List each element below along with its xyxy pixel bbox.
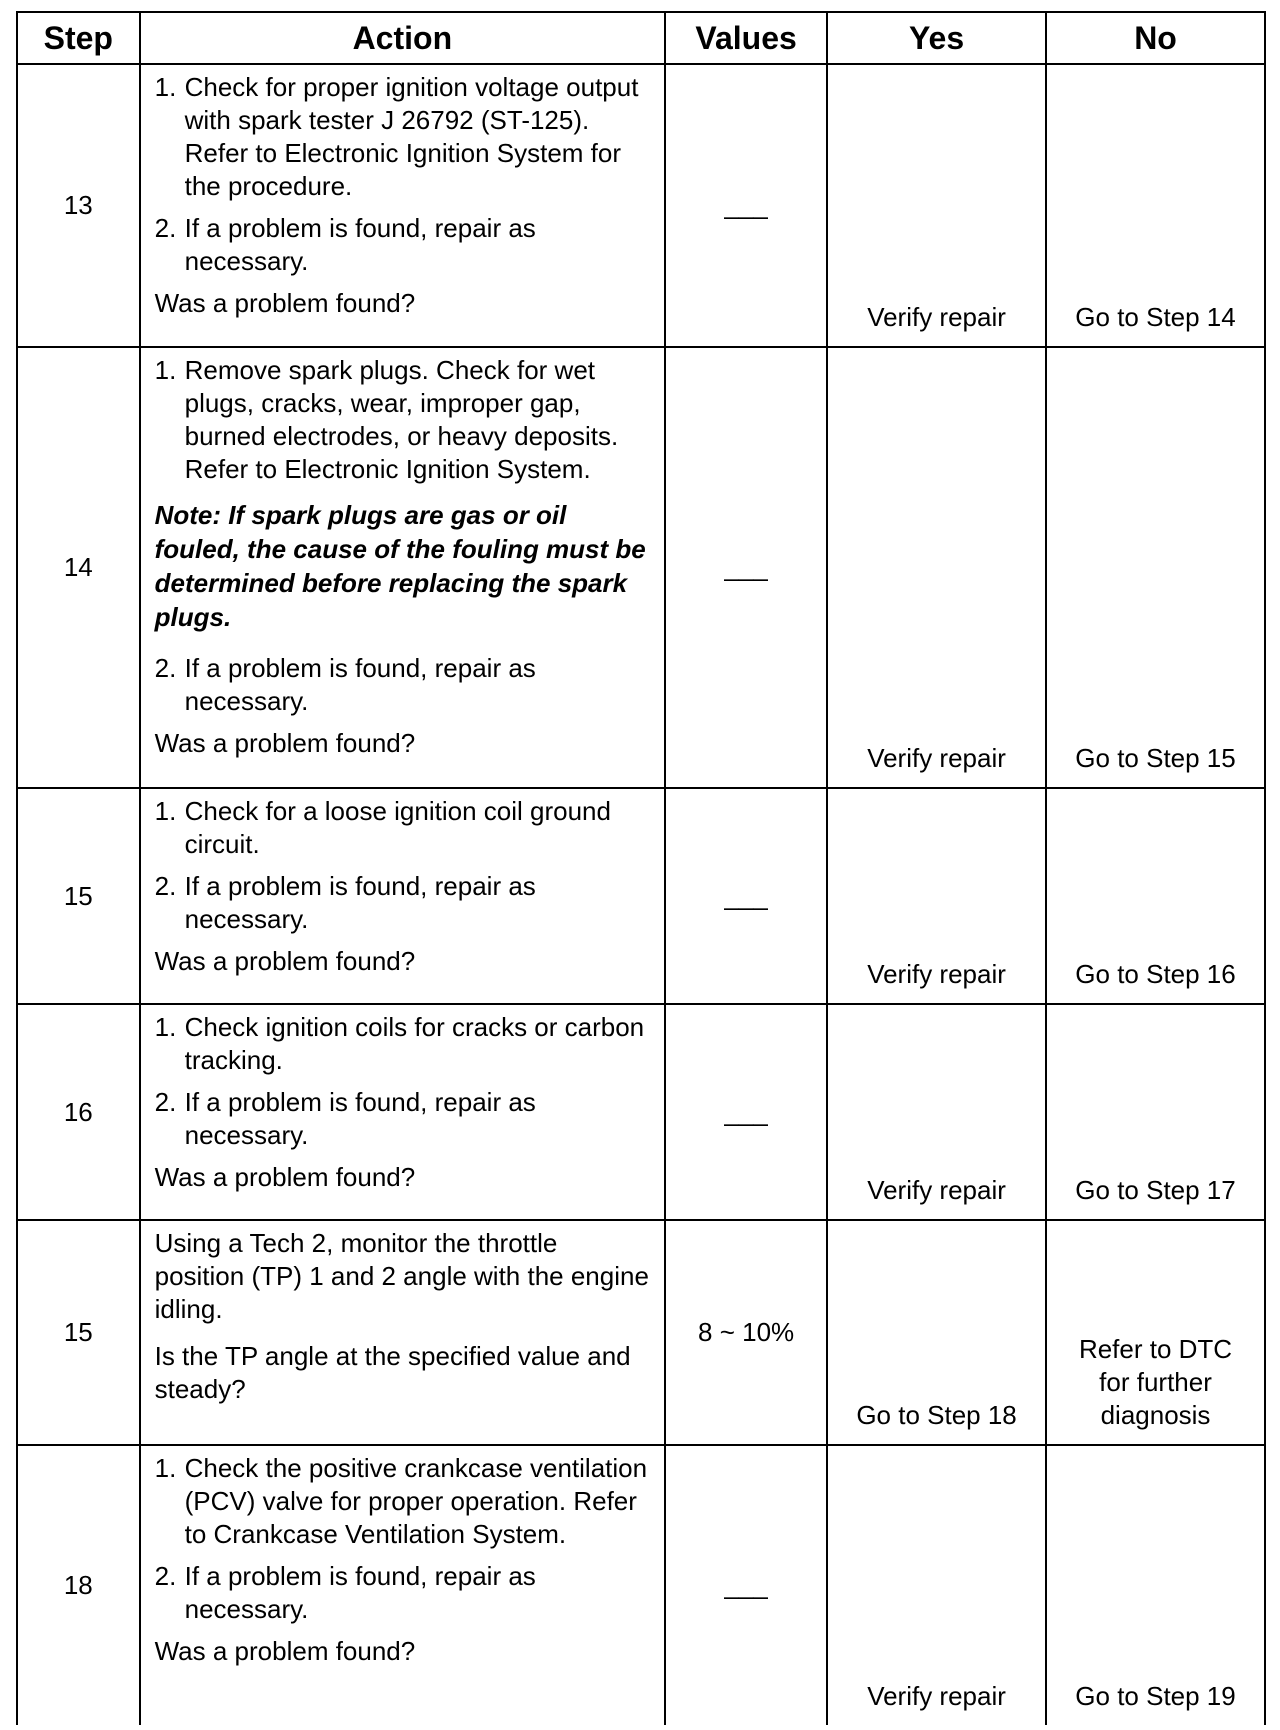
item-number: 2. [154, 653, 177, 683]
list-item [155, 870, 654, 936]
header-no: No [1046, 12, 1265, 64]
item-number: 2. [154, 1561, 177, 1591]
no-cell: Go to Step 15 [1046, 347, 1265, 788]
header-yes: Yes [827, 12, 1046, 64]
item-number: 1. [154, 796, 177, 826]
yes-cell: Verify repair [827, 1445, 1046, 1725]
item-text: Check ignition coils for cracks or carbon tracking. [184, 1012, 645, 1075]
header-row [17, 12, 1265, 64]
step-number: 15 [17, 788, 140, 1004]
step-number: 14 [17, 347, 140, 788]
item-text: If a problem is found, repair as necessary. [184, 653, 536, 716]
list-item [155, 1011, 654, 1077]
list-item [155, 1452, 654, 1551]
question-text: Was a problem found? [154, 288, 416, 318]
list-item [155, 71, 654, 203]
table-row [17, 788, 1265, 1004]
item-text: If a problem is found, repair as necessary. [184, 1561, 536, 1624]
yes-cell: Verify repair [827, 788, 1046, 1004]
item-text: If a problem is found, repair as necessary. [184, 871, 536, 934]
item-text: Remove spark plugs. Check for wet plugs, cracks, wear, improper gap, burned electrodes, or heavy deposits. Refer to Electronic Ignition System. [184, 355, 619, 484]
step-number: 13 [17, 64, 140, 347]
action-cell [140, 1220, 665, 1445]
list-item [155, 1560, 654, 1626]
question-text: Was a problem found? [154, 946, 416, 976]
values-cell: ___ [665, 1004, 827, 1220]
table-row [17, 1220, 1265, 1445]
step-number: 15 [17, 1220, 140, 1445]
action-cell [140, 64, 665, 347]
values-cell: ___ [665, 64, 827, 347]
diagnostic-table [16, 11, 1266, 1725]
list-item [155, 212, 654, 278]
header-values: Values [665, 12, 827, 64]
list-item [155, 354, 654, 486]
item-text: If a problem is found, repair as necessary. [184, 213, 536, 276]
step-number: 18 [17, 1445, 140, 1725]
note-text: Note: If spark plugs are gas or oil fouled, the cause of the fouling must be determined before replacing the spark plugs. [154, 500, 646, 632]
table-row [17, 347, 1265, 788]
values-cell: 8 ~ 10% [665, 1220, 827, 1445]
values-cell: ___ [665, 347, 827, 788]
question-text: Is the TP angle at the specified value and steady? [154, 1341, 631, 1404]
table-row [17, 1004, 1265, 1220]
yes-cell: Verify repair [827, 1004, 1046, 1220]
action-cell [140, 1445, 665, 1725]
header-step: Step [17, 12, 140, 64]
item-number: 2. [154, 1087, 177, 1117]
item-text: Check for proper ignition voltage output with spark tester J 26792 (ST-125). Refer to Electronic Ignition System for the procedure. [184, 72, 639, 201]
no-cell: Go to Step 19 [1046, 1445, 1265, 1725]
header-action: Action [140, 12, 665, 64]
question-text: Was a problem found? [154, 728, 416, 758]
no-cell: Go to Step 14 [1046, 64, 1265, 347]
yes-cell: Go to Step 18 [827, 1220, 1046, 1445]
table-row [17, 64, 1265, 347]
item-number: 2. [154, 871, 177, 901]
question-text: Was a problem found? [154, 1162, 416, 1192]
item-text: Check the positive crankcase ventilation (PCV) valve for proper operation. Refer to Crankcase Ventilation System. [184, 1453, 648, 1549]
instruction-text: Using a Tech 2, monitor the throttle position (TP) 1 and 2 angle with the engine idling. [154, 1228, 649, 1324]
list-item [155, 795, 654, 861]
item-number: 1. [154, 72, 177, 102]
item-text: Check for a loose ignition coil ground circuit. [184, 796, 611, 859]
action-cell [140, 347, 665, 788]
item-number: 1. [154, 355, 177, 385]
yes-cell: Verify repair [827, 64, 1046, 347]
values-cell: ___ [665, 1445, 827, 1725]
values-cell: ___ [665, 788, 827, 1004]
question-text: Was a problem found? [154, 1636, 416, 1666]
no-cell: Go to Step 16 [1046, 788, 1265, 1004]
step-number: 16 [17, 1004, 140, 1220]
yes-cell: Verify repair [827, 347, 1046, 788]
item-number: 1. [154, 1012, 177, 1042]
no-cell: Refer to DTC for further diagnosis [1046, 1220, 1265, 1445]
action-cell [140, 788, 665, 1004]
table-row [17, 1445, 1265, 1725]
list-item [155, 1086, 654, 1152]
no-cell: Go to Step 17 [1046, 1004, 1265, 1220]
item-number: 2. [154, 213, 177, 243]
item-text: If a problem is found, repair as necessary. [184, 1087, 536, 1150]
list-item [155, 652, 654, 718]
item-number: 1. [154, 1453, 177, 1483]
action-cell [140, 1004, 665, 1220]
